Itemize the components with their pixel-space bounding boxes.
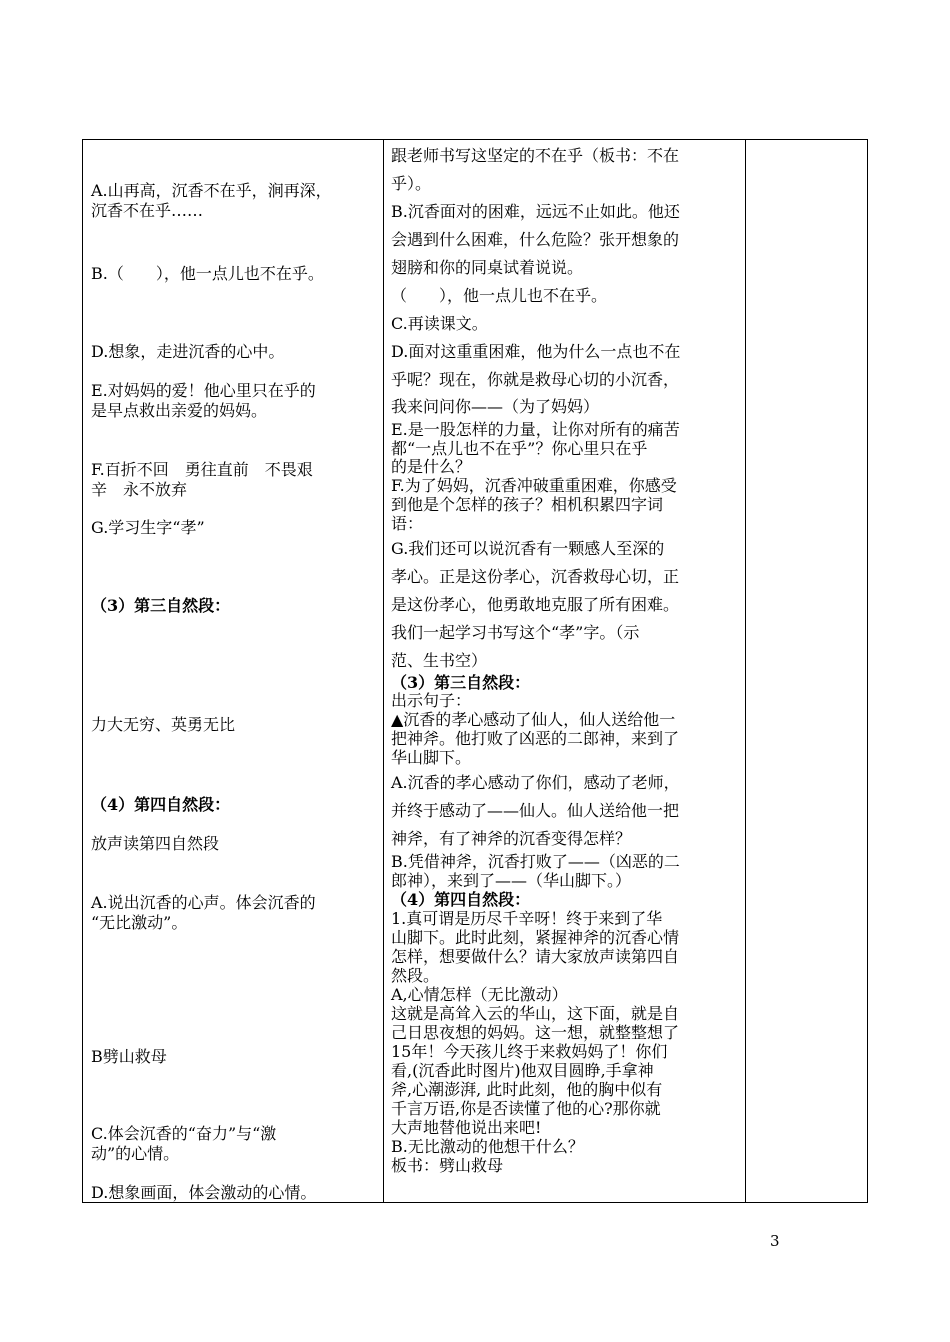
middle-text-line: C.再读课文。 [391, 314, 488, 333]
middle-text-line: 会遇到什么困难，什么危险？张开想象的 [391, 230, 680, 249]
middle-text-line: 己日思夜想的妈妈。这一想，就整整想了 [391, 1023, 680, 1042]
middle-text-line: B.沉香面对的困难，远远不止如此。他还 [391, 202, 680, 221]
left-text-line: A.山再高，沉香不在乎，涧再深， [91, 181, 332, 200]
middle-text-line: 斧,心潮澎湃, 此时此刻，他的胸中似有 [391, 1080, 663, 1099]
left-text-line: G.学习生字“孝” [91, 518, 205, 537]
middle-text-line: 大声地替他说出来吧! [391, 1118, 542, 1137]
left-text-line: C.体会沉香的“奋力”与“激 [91, 1124, 277, 1143]
left-text-line: 动”的心情。 [91, 1144, 180, 1163]
middle-text-line: 山脚下。此时此刻，紧握神斧的沉香心情 [391, 928, 680, 947]
middle-text-line: E.是一股怎样的力量，让你对所有的痛苦 [391, 420, 680, 439]
left-text-line: D.想象画面，体会激动的心情。 [91, 1183, 317, 1202]
middle-text-line: 范、生书空） [391, 651, 488, 670]
left-text-line: “无比激动”。 [91, 913, 188, 932]
left-text-line: 力大无穷、英勇无比 [91, 715, 236, 734]
middle-text-line: 到他是个怎样的孩子？相机积累四字词 [391, 495, 664, 514]
middle-text-line: 华山脚下。 [391, 748, 472, 767]
column-divider [383, 140, 384, 1202]
column-divider [745, 140, 746, 1202]
middle-text-line: 出示句子： [391, 691, 472, 710]
middle-text-line: B.凭借神斧，沉香打败了——（凶恶的二 [391, 852, 680, 871]
middle-text-line: 看,(沉香此时图片)他双目圆睁,手拿神 [391, 1061, 654, 1080]
middle-text-line: 我们一起学习书写这个“孝”字。（示 [391, 623, 640, 642]
middle-text-line: 郎神），来到了——（华山脚下。） [391, 871, 632, 890]
left-text-line: A.说出沉香的心声。体会沉香的 [91, 893, 316, 912]
middle-text-line: 语： [391, 514, 424, 533]
middle-text-line: 孝心。正是这份孝心，沉香救母心切，正 [391, 567, 680, 586]
middle-text-line: 是这份孝心，他勇敢地克服了所有困难。 [391, 595, 680, 614]
middle-text-line: 把神斧。他打败了凶恶的二郎神，来到了 [391, 729, 680, 748]
left-section-heading: （3）第三自然段： [91, 596, 231, 615]
middle-text-line: 翅膀和你的同桌试着说说。 [391, 258, 584, 277]
middle-text-line: A.沉香的孝心感动了你们，感动了老师， [391, 773, 680, 792]
middle-text-line: 然段。 [391, 966, 440, 985]
left-text-line: 是早点救出亲爱的妈妈。 [91, 401, 268, 420]
left-text-line: F.百折不回 勇往直前 不畏艰 [91, 460, 313, 479]
middle-text-line: 怎样，想要做什么？请大家放声读第四自 [391, 947, 680, 966]
middle-text-line: 这就是高耸入云的华山，这下面，就是自 [391, 1004, 680, 1023]
middle-text-line: 跟老师书写这坚定的不在乎（板书：不在 [391, 146, 680, 165]
left-text-line: E.对妈妈的爱！他心里只在乎的 [91, 381, 316, 400]
middle-text-line: D.面对这重重困难，他为什么一点也不在 [391, 342, 681, 361]
middle-text-line: A,心情怎样（无比激动） [391, 985, 568, 1004]
middle-text-line: B.无比激动的他想干什么？ [391, 1137, 584, 1156]
middle-text-line: 15年！今天孩儿终于来救妈妈了！你们 [391, 1042, 668, 1061]
middle-section-heading: （3）第三自然段： [391, 673, 531, 692]
middle-text-line: 千言万语,你是否读懂了他的心?那你就 [391, 1099, 661, 1118]
middle-text-line: 的是什么？ [391, 457, 472, 476]
middle-text-line: 都“一点儿也不在乎”？你心里只在乎 [391, 439, 648, 458]
middle-text-line: 并终于感动了——仙人。仙人送给他一把 [391, 801, 680, 820]
middle-section-heading: （4）第四自然段： [391, 890, 531, 909]
left-section-heading: （4）第四自然段： [91, 795, 231, 814]
left-text-line: 辛 永不放弃 [91, 480, 188, 499]
middle-text-line: （ ），他一点儿也不在乎。 [391, 286, 608, 305]
middle-text-line: G.我们还可以说沉香有一颗感人至深的 [391, 539, 665, 558]
middle-text-line: 板书：劈山救母 [391, 1156, 504, 1175]
middle-text-line: 乎呢？现在，你就是救母心切的小沉香， [391, 370, 680, 389]
page-number: 3 [770, 1232, 780, 1250]
middle-text-line: ▲沉香的孝心感动了仙人，仙人送给他一 [391, 710, 676, 729]
middle-text-line: 1.真可谓是历尽千辛呀！终于来到了华 [391, 909, 663, 928]
middle-text-line: F.为了妈妈，沉香冲破重重困难，你感受 [391, 476, 677, 495]
middle-text-line: 乎）。 [391, 174, 432, 193]
left-text-line: B.（ ），他一点儿也不在乎。 [91, 264, 324, 283]
left-text-line: D.想象，走进沉香的心中。 [91, 342, 285, 361]
left-text-line: 沉香不在乎…… [91, 201, 204, 220]
left-text-line: B劈山救母 [91, 1047, 167, 1066]
left-text-line: 放声读第四自然段 [91, 834, 220, 853]
middle-text-line: 神斧，有了神斧的沉香变得怎样？ [391, 829, 632, 848]
middle-text-line: 我来问问你——（为了妈妈） [391, 397, 600, 416]
